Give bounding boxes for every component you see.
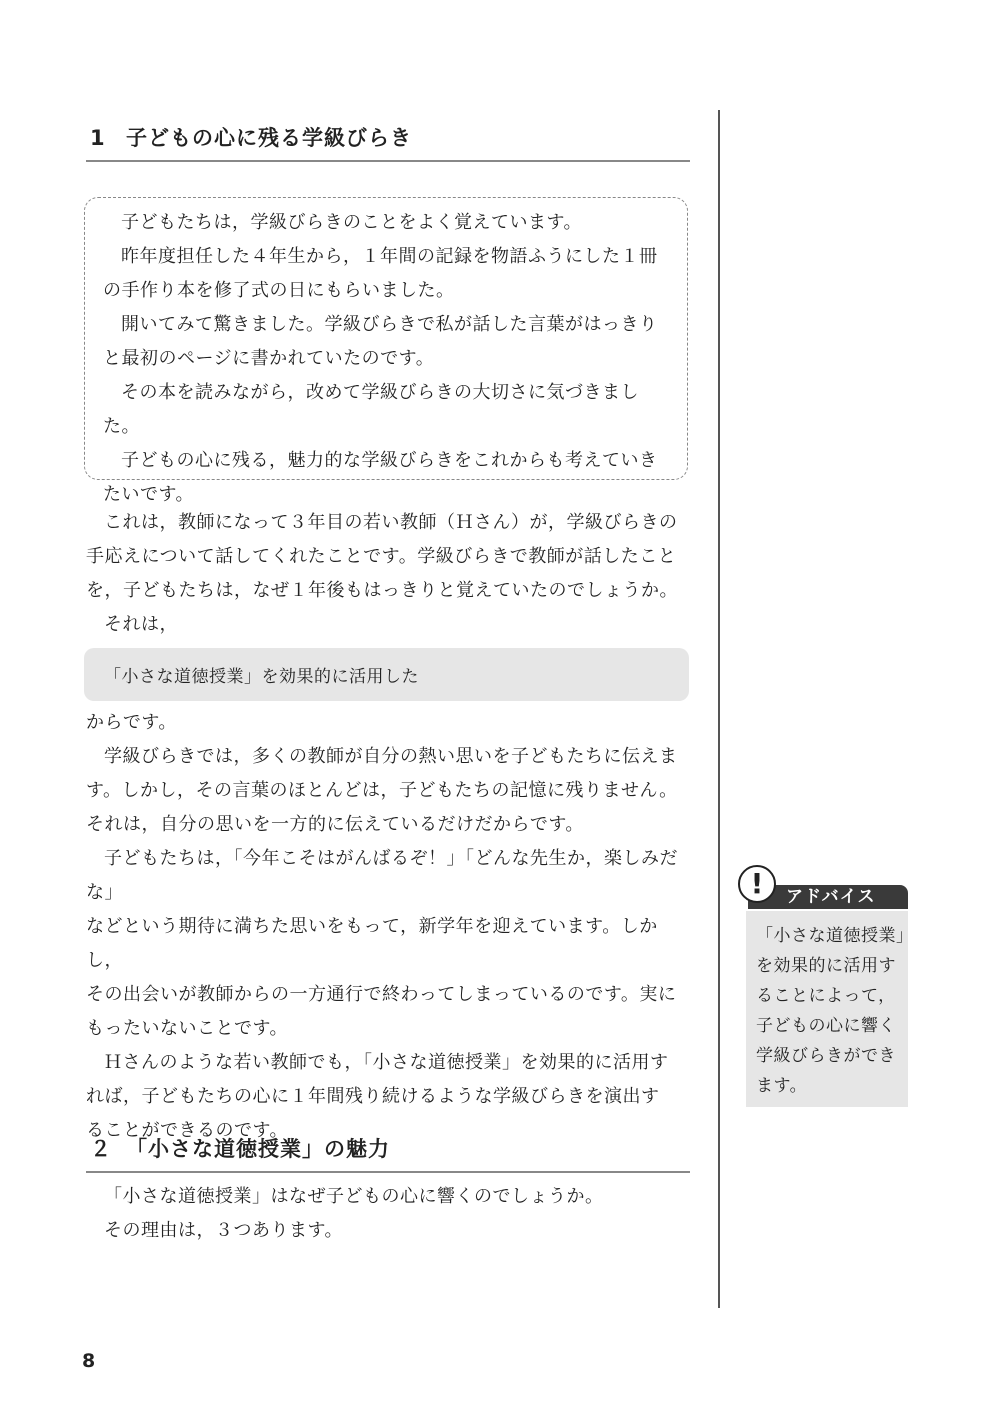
page-number: 8 [82, 1350, 96, 1372]
advice-body [746, 911, 914, 1107]
highlight-box [84, 648, 689, 701]
advice-line: 「小さな道徳授業」 [756, 926, 914, 946]
body-line: それは， [104, 614, 178, 635]
section-heading-2 [86, 1133, 690, 1173]
body-line: を，子どもたちは，なぜ１年後もはっきりと覚えていたのでしょうか。 [86, 580, 678, 601]
quote-line: たいです。 [103, 484, 195, 505]
advice-line: ることによって， [756, 986, 896, 1006]
body-paragraph-2 [86, 706, 690, 1148]
quote-line: その本を読みながら，改めて学級びらきの大切さに気づきました。 [103, 382, 639, 437]
body-line: もったいないことです。 [86, 1018, 289, 1039]
section-number: ２ [90, 1137, 112, 1161]
highlight-text: 「小さな道徳授業」を効果的に活用した [104, 667, 419, 687]
body-line: その理由は，３つあります。 [104, 1220, 344, 1241]
margin-divider [718, 110, 720, 1308]
body-paragraph-3 [86, 1180, 690, 1248]
body-line: などという期待に満ちた思いをもって，新学年を迎えています。しかし， [86, 916, 658, 971]
quote-line: 開いてみて驚きました。学級びらきで私が話した言葉がはっきり [121, 314, 658, 335]
advice-line: を効果的に活用す [756, 956, 896, 976]
advice-label: アドバイス [748, 885, 908, 909]
body-line: ることができるのです。 [86, 1120, 289, 1141]
body-line: その出会いが教師からの一方通行で終わってしまっているのです。実に [86, 984, 677, 1005]
body-line: す。しかし，その言葉のほとんどは，子どもたちの記憶に残りません。 [86, 780, 678, 801]
section-heading-1 [86, 122, 690, 162]
body-line: 学級びらきでは，多くの教師が自分の熱い思いを子どもたちに伝えま [104, 746, 678, 767]
section-number: 1 [90, 126, 106, 150]
body-line: からです。 [86, 712, 177, 733]
body-line: れば，子どもたちの心に１年間残り続けるような学級びらきを演出す [86, 1086, 660, 1107]
quote-line: 子どもの心に残る，魅力的な学級びらきをこれからも考えていき [121, 450, 658, 471]
section-title: 「小さな道徳授業」の魅力 [126, 1137, 390, 1161]
exclamation-icon: ! [738, 865, 776, 903]
advice-line: ます。 [756, 1076, 808, 1096]
section-title: 子どもの心に残る学級びらき [126, 126, 412, 150]
body-line: これは，教師になって３年目の若い教師（Ｈさん）が，学級びらきの [104, 512, 678, 533]
body-paragraph-1 [86, 506, 690, 642]
quote-box [84, 197, 688, 505]
quote-line: の手作り本を修了式の日にもらいました。 [103, 280, 455, 301]
body-line: それは，自分の思いを一方的に伝えているだけだからです。 [86, 814, 584, 835]
advice-line: 子どもの心に響く [756, 1016, 896, 1036]
advice-line: 学級びらきができ [756, 1046, 896, 1066]
body-line: 子どもたちは，「今年こそはがんばるぞ！」「どんな先生か，楽しみだな」 [86, 848, 678, 903]
quote-line: 子どもたちは，学級びらきのことをよく覚えています。 [121, 212, 583, 233]
body-line: 「小さな道徳授業」はなぜ子どもの心に響くのでしょうか。 [104, 1186, 604, 1207]
body-line: 手応えについて話してくれたことです。学級びらきで教師が話したこと [86, 546, 677, 567]
quote-line: 昨年度担任した４年生から，１年間の記録を物語ふうにした１冊 [121, 246, 658, 267]
quote-line: と最初のページに書かれていたのです。 [103, 348, 435, 369]
body-line: Ｈさんのような若い教師でも，「小さな道徳授業」を効果的に活用す [104, 1052, 669, 1073]
